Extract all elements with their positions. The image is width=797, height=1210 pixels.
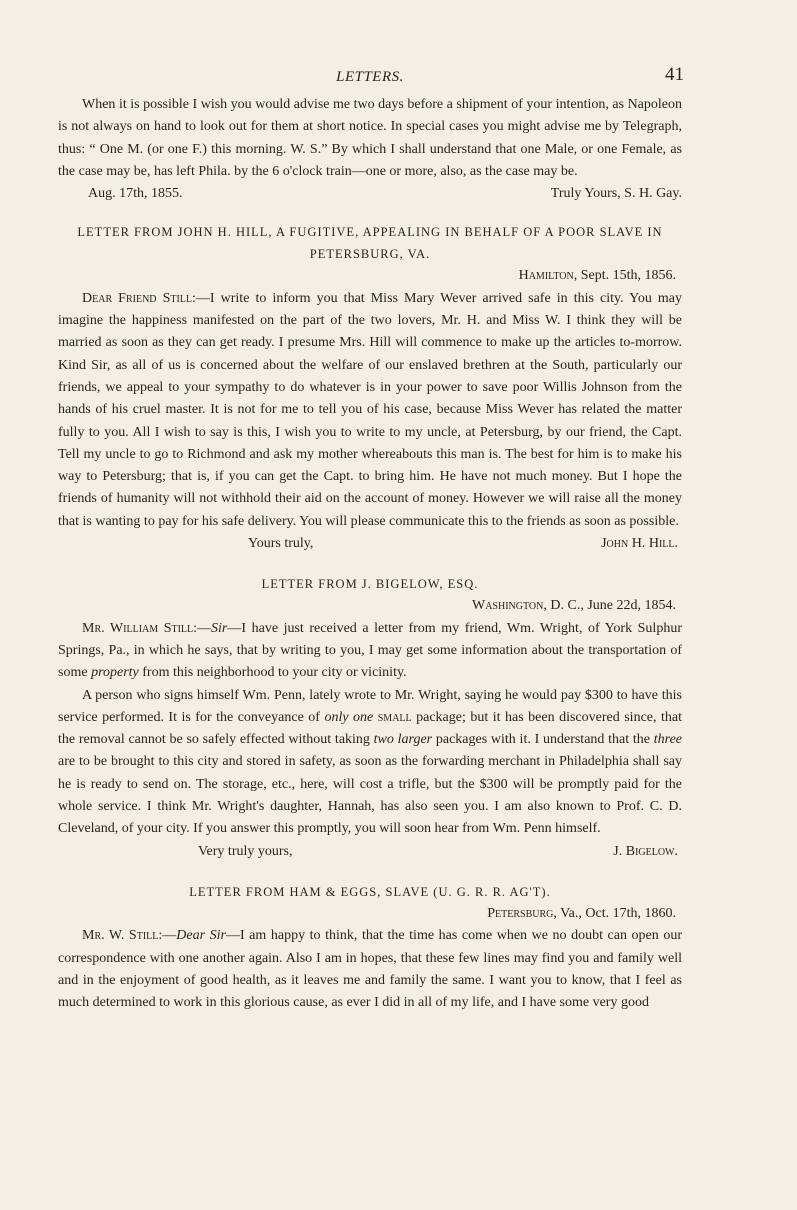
bigelow-letter-paragraph-1 [58, 618, 682, 685]
running-title: LETTERS. [336, 69, 404, 85]
ham-eggs-letter-text: —I am happy to think, that the time has come when we no doubt can open our correspondence with one another again. Also I am in hopes, that these few lines may find you and family well and in the enjoyment of good health, as it leaves me and family the same. I want you to know, that I feel as much determined to work in this glorious cause, as ever I did in all of my life, and I have some very good [58, 928, 682, 1011]
hill-letter-dateline [58, 265, 682, 287]
bigelow-letter-paragraph-2 [58, 685, 682, 841]
book-page [58, 62, 682, 1014]
bigelow-letter-date: , D. C., June 22d, 1854. [543, 598, 676, 614]
ham-eggs-letter-salutation: Mr. W. Still [82, 928, 159, 944]
gay-letter-signature: Truly Yours, S. H. Gay. [550, 186, 682, 202]
bigelow-letter-sir: Sir [211, 620, 228, 636]
gay-letter-signoff [58, 183, 682, 205]
gay-letter-body: When it is possible I wish you would advise me two days before a shipment of your intention, as Napoleon is not always on hand to look out for them at short notice. In special cases you might advise me by Telegraph, thus: “ One M. (or one F.) this morning. W. S.” By which I shall understand that one Male, or one Female, as the case may be, has left Phila. by the 6 o'clock train—one or more, also, as the case may be. [58, 97, 682, 179]
hill-letter-signoff [58, 533, 682, 555]
bigelow-letter-property: property [91, 665, 139, 681]
hill-letter-heading: LETTER FROM JOHN H. HILL, A FUGITIVE, APPEALING IN BEHALF OF A POOR SLAVE IN PETERSBURG, VA. [77, 225, 663, 262]
page-number: 41 [665, 64, 684, 85]
bigelow-letter-three: three [653, 732, 682, 748]
bigelow-letter-signature: J. Bigelow. [613, 843, 678, 859]
bigelow-letter-text-1a: —I have just received a letter from my friend, Wm. Wright, of York Sulphur Springs, Pa., in which he says, that by writing to you, I may get some information about the transportation of some [58, 620, 682, 681]
bigelow-letter-text-2b: package; but it has been discovered since, that the removal cannot be so safely effected without taking [58, 709, 682, 748]
bigelow-letter-text-2d: are to be brought to this city and stored in safety, as soon as the forwarding merchant in Philadelphia shall say he is ready to send on. The storage, etc., here, will cost a trifle, but the $300 will be promptly paid for the whole service. I think Mr. Wright's daughter, Hannah, has also seen you. I am also known to Prof. C. D. Cleveland, of your city. If you answer this promptly, you will soon hear from Wm. Penn himself. [58, 754, 682, 837]
hill-letter-salutation: Dear Friend Still [82, 290, 193, 306]
bigelow-letter-salutation: Mr. William Still [82, 620, 194, 636]
hill-letter-signature: John H. Hill. [601, 536, 678, 552]
bigelow-letter-small: small [373, 709, 412, 725]
hill-letter-place: Hamilton [518, 268, 574, 284]
bigelow-letter-closing: Very truly yours, [198, 843, 293, 859]
bigelow-letter-text-2c: packages with it. I understand that the [432, 732, 654, 748]
bigelow-letter-text-1b: from this neighborhood to your city or vicinity. [138, 665, 407, 681]
ham-eggs-letter-date: , Va., Oct. 17th, 1860. [553, 905, 676, 921]
bigelow-letter-salutation-sep: :— [193, 620, 212, 636]
running-head [58, 62, 682, 94]
bigelow-letter-dateline [58, 595, 682, 617]
bigelow-letter-heading: LETTER FROM J. BIGELOW, ESQ. [261, 577, 479, 592]
bigelow-letter-only-one: only one [324, 709, 374, 725]
ham-eggs-letter-place: Petersburg [487, 905, 554, 921]
ham-eggs-letter-dear-sir: Dear Sir [176, 928, 226, 944]
hill-letter-body [58, 288, 682, 533]
bigelow-letter-place: Washington [472, 598, 544, 614]
ham-eggs-letter-salutation-sep: :— [158, 928, 177, 944]
gay-letter-date: Aug. 17th, 1855. [88, 186, 183, 202]
bigelow-letter-text-2a: A person who signs himself Wm. Penn, lately wrote to Mr. Wright, saying he would pay $300 to have this service performed. It is for the conveyance of [58, 687, 682, 725]
bigelow-letter-signoff [58, 841, 682, 863]
hill-letter-closing: Yours truly, [248, 536, 314, 552]
ham-eggs-letter-body [58, 925, 682, 1014]
ham-eggs-letter-dateline [58, 903, 682, 925]
hill-letter-date: , Sept. 15th, 1856. [573, 268, 676, 284]
ham-eggs-letter-heading: LETTER FROM HAM & EGGS, SLAVE (U. G. R. R. AG'T). [189, 884, 551, 899]
hill-letter-text: :—I write to inform you that Miss Mary Wever arrived safe in this city. You may imagine the happiness manifested on the part of the two lovers, Mr. H. and Miss W. I think they will be married as soon as they can get ready. I presume Mrs. Hill will commence to make up the articles to-morrow. Kind Sir, as all of us is concerned about the welfare of our enslaved brethren at the South, particularly our friends, we appeal to your sympathy to do whatever is in your power to save poor Willis Johnson from the hands of his cruel master. It is not for me to tell you of his case, because Miss Wever has related the matter fully to you. All I wish to say is this, I wish you to write to my uncle, at Petersburg, by our friend, the Capt. Tell my uncle to go to Richmond and ask my mother whereabouts this man is. The best for him is to make his way to Petersburg; that is, if you can get the Capt. to bring him. He have not much money. But I hope the friends of humanity will not withhold their aid on the account of money. However we will raise all the money that is wanting to pay for his safe delivery. You will please communicate this to the friends as soon as possible. [58, 290, 683, 529]
bigelow-letter-two-larger: two larger [373, 732, 433, 748]
